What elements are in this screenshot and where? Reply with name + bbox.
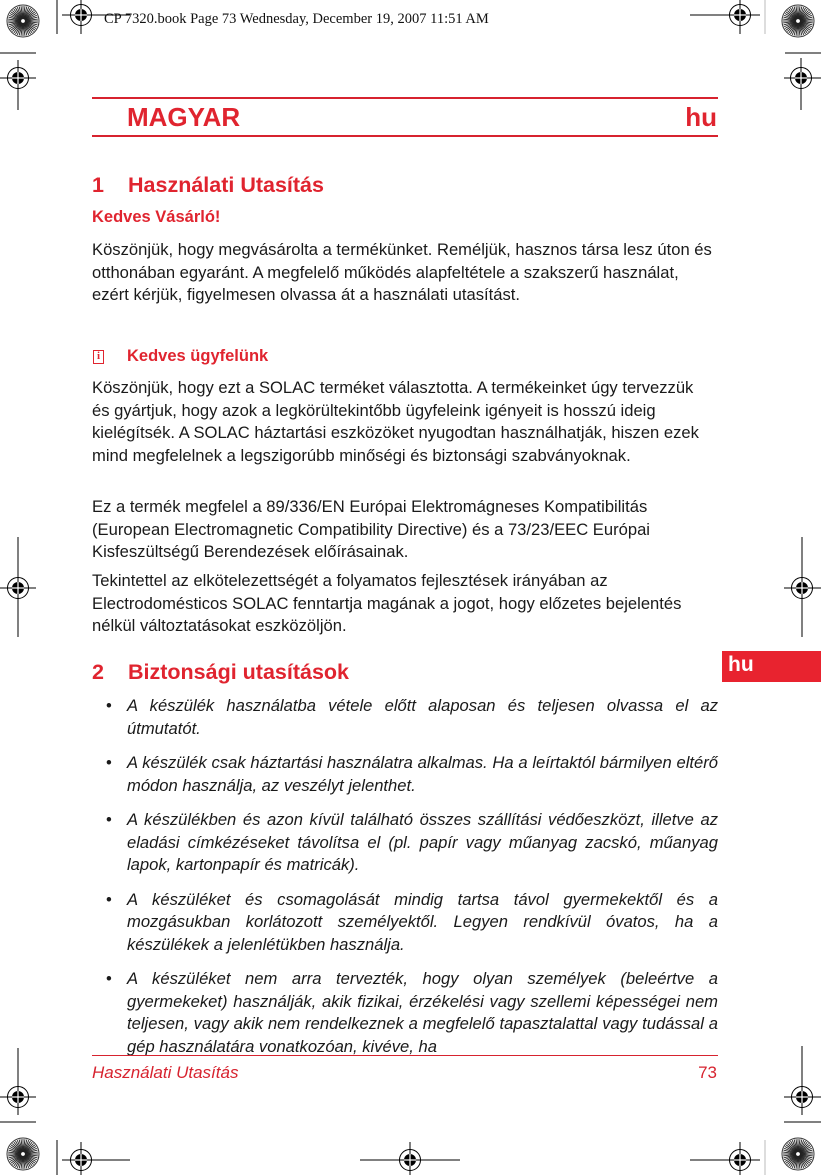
- starburst-mark-top-left: [7, 5, 39, 37]
- footer-rule: [92, 1055, 718, 1056]
- header-title: MAGYAR: [127, 102, 241, 132]
- safety-bullet: [92, 809, 718, 877]
- section-1-number: 1: [92, 173, 104, 197]
- bullet-text: A készülék használatba vétele előtt alaposan és teljesen olvassa el az útmutatót.: [127, 696, 718, 738]
- starburst-mark-top-right: [782, 5, 814, 37]
- bullet-icon: •: [106, 969, 112, 988]
- page-number: 73: [698, 1063, 717, 1082]
- section-2-title: Biztonsági utasítások: [128, 660, 350, 684]
- print-slug: CP 7320.book Page 73 Wednesday, December 19, 2007 11:51 AM: [104, 11, 489, 27]
- safety-bullet: [92, 695, 718, 740]
- info-icon: i: [93, 350, 104, 364]
- section-1-heading: [92, 173, 324, 198]
- bullet-icon: •: [106, 889, 112, 909]
- note-paragraph-1: Köszönjük, hogy ezt a SOLAC terméket választotta. A termékeinket úgy tervezzük és gyártjuk, hogy azok a legkörültekintőbb ügyfeleink igényeit is hosszú ideig kielégítsék. A SOLAC háztartási eszközöket nyugodtan használhatják, hiszen ezek mind megfelelnek a legszigorúbb minőségi és biztonsági szabványoknak.: [92, 378, 699, 465]
- safety-bullet-list: [92, 695, 718, 1070]
- note-heading: Kedves ügyfelünk: [127, 347, 269, 365]
- header-language-code: hu: [685, 102, 717, 132]
- note-paragraph-3: Tekintettel az elkötelezettségét a folyamatos fejlesztések irányában az Electrodomésticos SOLAC fenntartja magának a jogot, hogy előzetes bejelentés nélkül változtatásokat eszközöljön.: [92, 571, 682, 635]
- greeting-heading: Kedves Vásárló!: [92, 208, 221, 226]
- safety-bullet: [92, 968, 718, 1058]
- note-paragraph-2: Ez a termék megfelel a 89/336/EN Európai Elektromágneses Kompatibilitás (European Electromagnetic Compatibility Directive) és a 73/23/EEC Európai Kisfeszültségű Berendezések előírásainak.: [92, 497, 650, 561]
- safety-bullet: [92, 889, 718, 957]
- starburst-mark-bottom-right: [782, 1138, 814, 1170]
- bullet-icon: •: [106, 696, 112, 715]
- section-2-number: 2: [92, 660, 104, 684]
- header-bottom-rule: [92, 135, 718, 137]
- language-side-tab: hu: [722, 651, 821, 682]
- bullet-text: A készülék csak háztartási használatra alkalmas. Ha a leírtaktól bármilyen eltérő módon használja, az veszélyt jelenthet.: [127, 753, 718, 795]
- bullet-text: A készülékben és azon kívül található összes szállítási védőeszközt, illetve az eladási címkézéseket távolítsa el (pl. papír vagy műanyag zacskó, műanyag lapok, kartonpapír és matricák).: [127, 810, 718, 874]
- footer-title: Használati Utasítás: [92, 1063, 239, 1082]
- starburst-mark-bottom-left: [7, 1138, 39, 1170]
- bullet-text: A készüléket és csomagolását mindig tartsa távol gyermekektől és a mozgásukban korlátozott személyektől. Legyen rendkívül óvatos, ha a készülékek a jelenlétükben használja.: [127, 889, 718, 954]
- safety-bullet: [92, 752, 718, 797]
- bullet-icon: •: [106, 810, 112, 829]
- bullet-text: A készüléket nem arra tervezték, hogy olyan személyek (beleértve a gyermekeket) használják, akik fizikai, érzékelési vagy szellemi képességei nem teljesen, vagy akik nem rendelkeznek a megfelelő tapasztalattal vagy tudással a gép használatára vonatkozóan, kivéve, ha: [127, 969, 718, 1056]
- intro-paragraph: Köszönjük, hogy megvásárolta a termékünket. Reméljük, hasznos társa lesz úton és otthonában egyaránt. A megfelelő működés alapfeltétele a szakszerű használat, ezért kérjük, figyelmesen olvassa át a használati utasítást.: [92, 240, 712, 304]
- section-2-heading: [92, 660, 349, 685]
- section-1-title: Használati Utasítás: [128, 173, 324, 197]
- header-top-rule: [92, 97, 718, 99]
- bullet-icon: •: [106, 753, 112, 772]
